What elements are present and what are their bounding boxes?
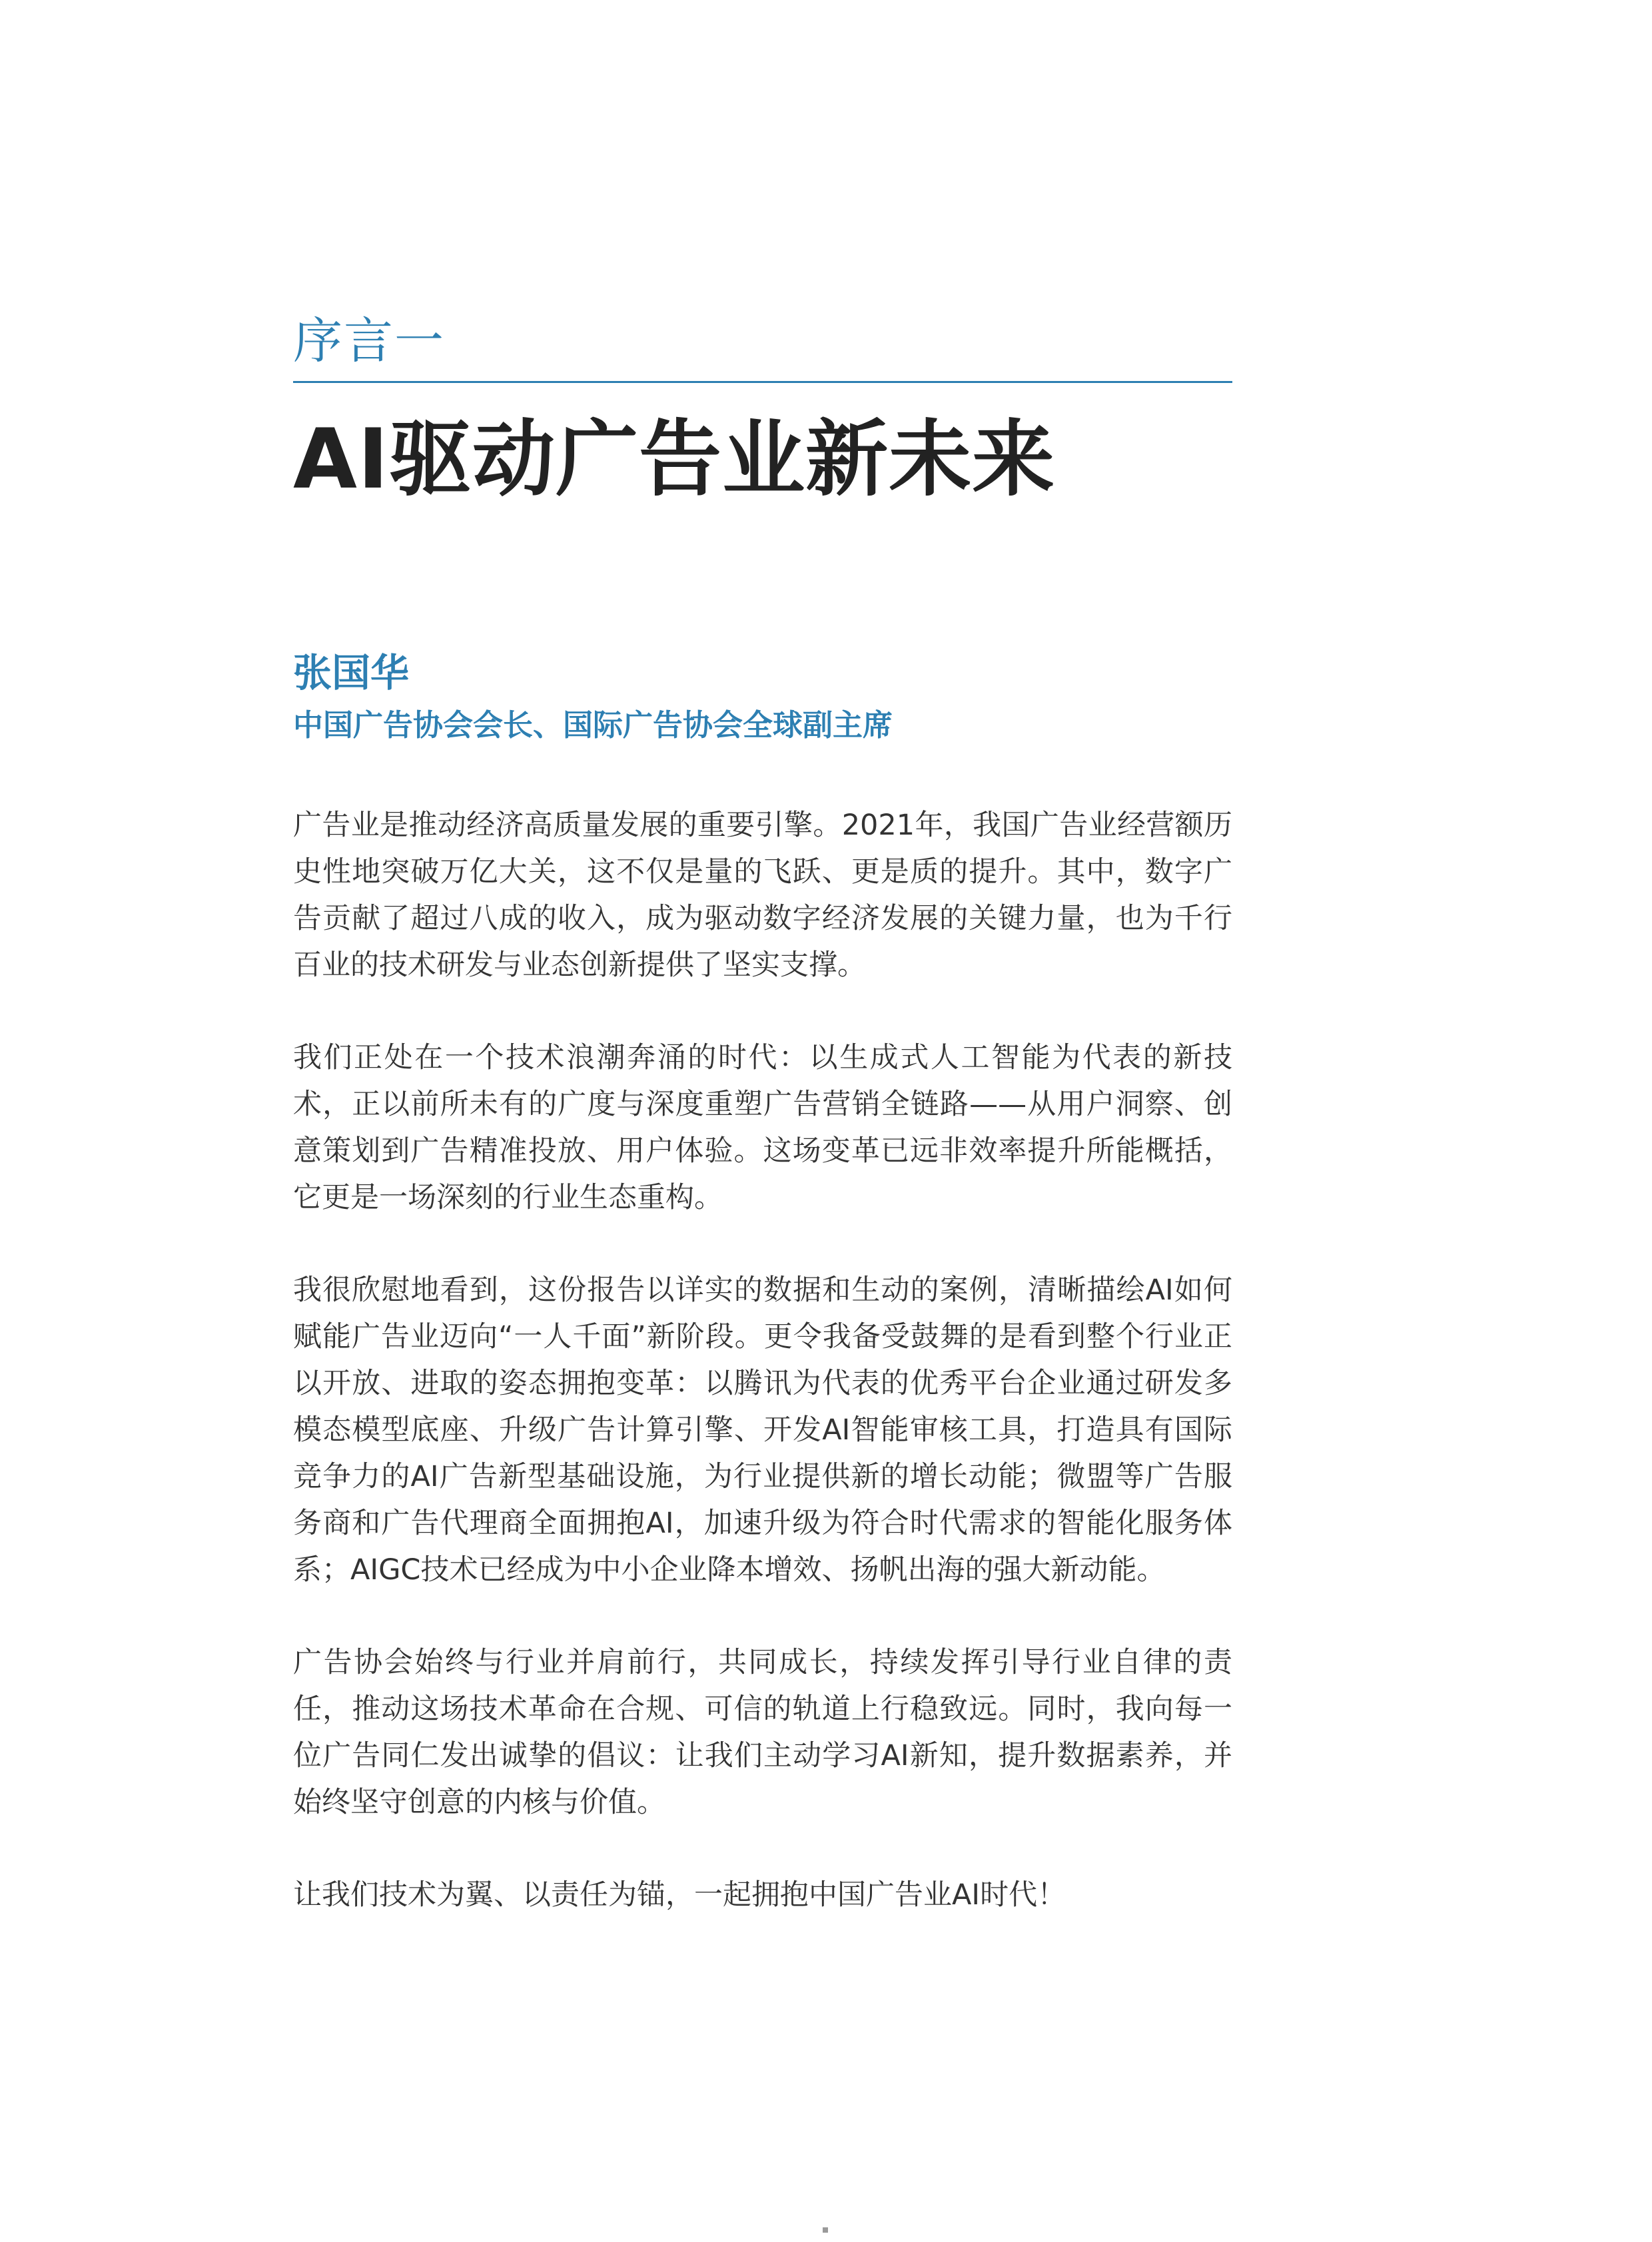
author-name: 张国华 xyxy=(293,650,410,695)
paragraph-3: 我很欣慰地看到，这份报告以详实的数据和生动的案例，清晰描绘AI如何赋能广告业迈向“一人千面”新阶段。更令我备受鼓舞的是看到整个行业正以开放、进取的姿态拥抱变革：以腾讯为代表的优秀平台企业通过研发多模态模型底座、升级广告计算引擎、开发AI智能审核工具，打造具有国际竞争力的AI广告新型基础设施，为行业提供新的增长动能；微盟等广告服务商和广告代理商全面拥抱AI，加速升级为符合时代需求的智能化服务体系；AIGC技术已经成为中小企业降本增效、扬帆出海的强大新动能。 xyxy=(293,1274,1232,1587)
section-label: 序言一 xyxy=(293,313,1232,383)
paragraph-5: 让我们技术为翼、以责任为锚，一起拥抱中国广告业AI时代！ xyxy=(293,1878,1066,1912)
paragraph-4: 广告协会始终与行业并肩前行，共同成长，持续发挥引导行业自律的责任，推动这场技术革命在合规、可信的轨道上行稳致远。同时，我向每一位广告同仁发出诚挚的倡议：让我们主动学习AI新知，提升数据素养，并始终坚守创意的内核与价值。 xyxy=(293,1646,1232,1819)
paragraph-1: 广告业是推动经济高质量发展的重要引擎。2021年，我国广告业经营额历史性地突破万亿大关，这不仅是量的飞跃、更是质的提升。其中，数字广告贡献了超过八成的收入，成为驱动数字经济发展的关键力量，也为千行百业的技术研发与业态创新提供了坚实支撑。 xyxy=(293,809,1232,982)
body-text xyxy=(293,802,1232,1918)
paragraph-2: 我们正处在一个技术浪潮奔涌的时代：以生成式人工智能为代表的新技术，正以前所未有的广度与深度重塑广告营销全链路——从用户洞察、创意策划到广告精准投放、用户体验。这场变革已远非效率提升所能概括，它更是一场深刻的行业生态重构。 xyxy=(293,1041,1232,1214)
preface-content xyxy=(293,313,1232,1918)
author-role: 中国广告协会会长、国际广告协会全球副主席 xyxy=(293,707,893,743)
page-marker xyxy=(823,2227,828,2233)
page-title: AI驱动广告业新未来 xyxy=(293,412,1056,508)
